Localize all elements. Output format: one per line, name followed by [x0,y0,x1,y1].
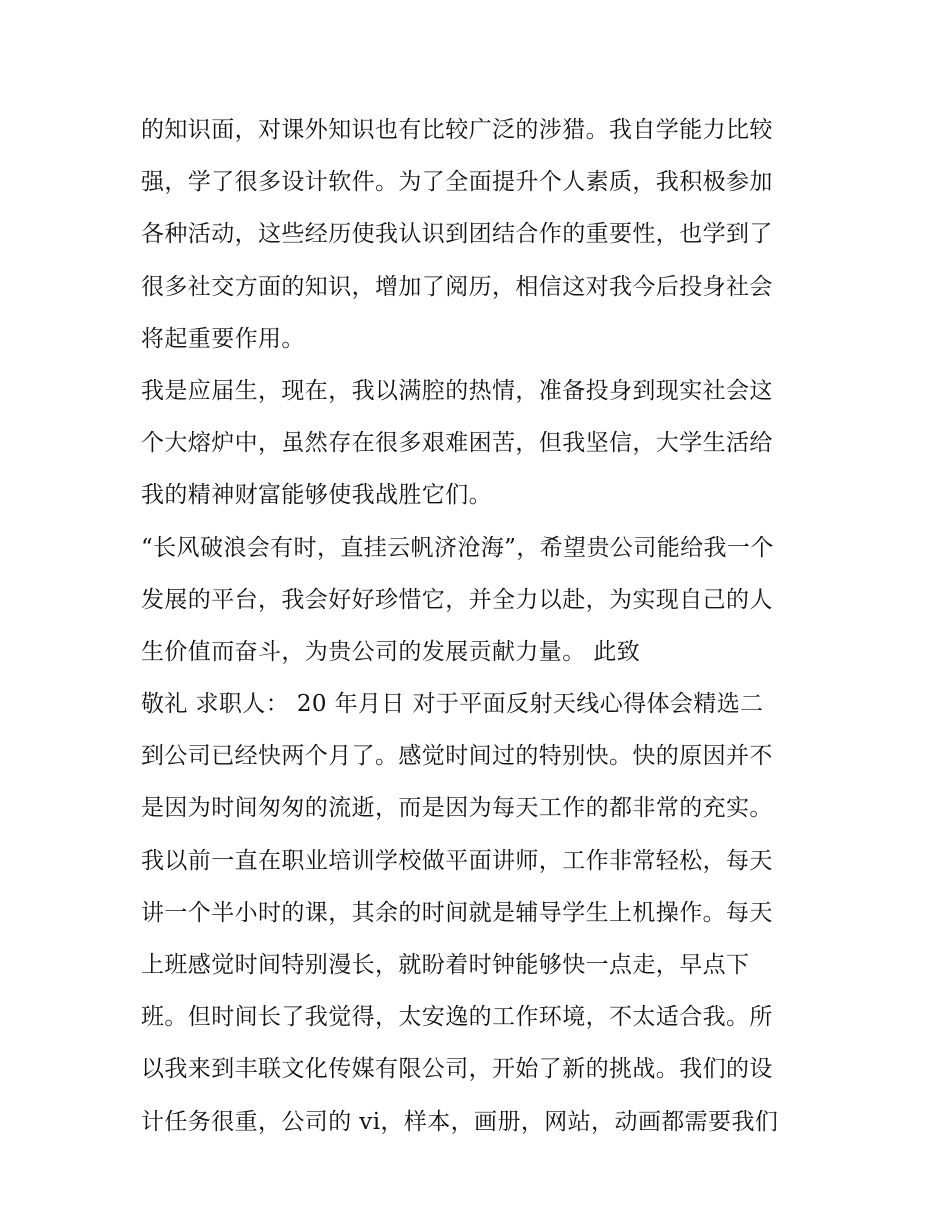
text-line: 很多社交方面的知识，增加了阅历，相信这对我今后投身社会 [141,273,773,300]
text-line: 强，学了很多设计软件。为了全面提升个人素质，我积极参加 [141,169,773,196]
text-line: 生价值而奋斗，为贵公司的发展贡献力量。 此致 [141,638,641,665]
text-line: 讲一个半小时的课，其余的时间就是辅导学生上机操作。每天 [141,899,773,926]
text-line: 以我来到丰联文化传媒有限公司，开始了新的挑战。我们的设 [141,1056,773,1083]
text-line: “长风破浪会有时，直挂云帆济沧海”，希望贵公司能给我一个 [141,534,774,561]
text-line: 班。但时间长了我觉得，太安逸的工作环境，不太适合我。所 [141,1004,773,1031]
text-line: 上班感觉时间特别漫长，就盼着时钟能够快一点走，早点下 [141,952,750,978]
text-line: 我的精神财富能够使我战胜它们。 [141,482,492,509]
text-line: 到公司已经快两个月了。感觉时间过的特别快。快的原因并不 [141,743,773,770]
text-line: 各种活动，这些经历使我认识到团结合作的重要性，也学到了 [141,221,773,248]
text-line: 的知识面，对课外知识也有比较广泛的涉猎。我自学能力比较 [141,117,773,143]
text-line: 个大熔炉中，虽然存在很多艰难困苦，但我坚信，大学生活给 [141,430,773,457]
text-line: 敬礼 求职人： 20 年月日 对于平面反射天线心得体会精选二 [141,691,764,718]
text-line: 我是应届生，现在，我以满腔的热情，准备投身到现实社会这 [141,377,773,404]
text-line: 计任务很重，公司的 vi，样本，画册，网站，动画都需要我们 [141,1108,779,1135]
text-line: 将起重要作用。 [141,325,305,352]
text-line: 发展的平台，我会好好珍惜它，并全力以赴，为实现自己的人 [141,586,773,613]
body-text [141,104,821,1148]
text-line: 我以前一直在职业培训学校做平面讲师，工作非常轻松，每天 [141,847,773,874]
text-line: 是因为时间匆匆的流逝，而是因为每天工作的都非常的充实。 [141,795,773,822]
